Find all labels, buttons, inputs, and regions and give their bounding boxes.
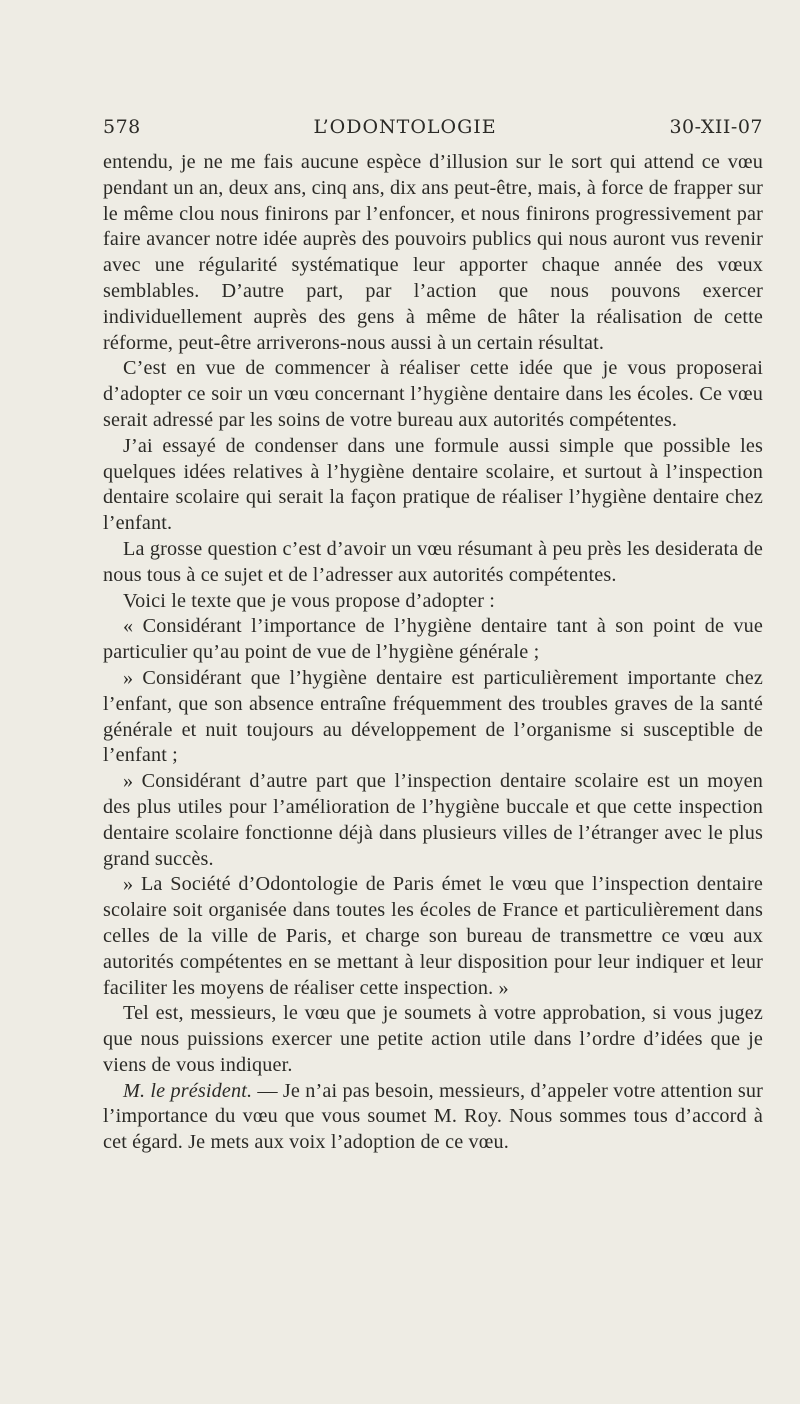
quoted-resolution-paragraph: » Considérant que l’hygiène dentaire est particulièrement importante chez l’enfant, que son absence entraîne fréquemment des troubles graves de la santé générale et nuit toujours au développement de l’organisme si susceptible de l’enfant ; bbox=[103, 666, 763, 767]
paragraph: Voici le texte que je vous propose d’adopter : bbox=[123, 589, 496, 612]
paragraph: Tel est, messieurs, le vœu que je soumets à votre approbation, si vous jugez que nous puissions exercer une petite action utile dans l’ordre d’idées que je viens de vous indiquer. bbox=[103, 1002, 763, 1076]
page-number: 578 bbox=[103, 116, 141, 138]
document-page bbox=[103, 116, 763, 1156]
speaker-name: M. le président. bbox=[123, 1079, 253, 1102]
paragraph: La grosse question c’est d’avoir un vœu résumant à peu près les desiderata de nous tous à ce sujet et de l’adresser aux autorités compétentes. bbox=[103, 537, 763, 586]
article-body bbox=[103, 150, 763, 1156]
paragraph: C’est en vue de commencer à réaliser cette idée que je vous proposerai d’adopter ce soir un vœu concernant l’hygiène dentaire dans les écoles. Ce vœu serait adressé par les soins de votre bureau aux autorités compétentes. bbox=[103, 357, 763, 431]
quoted-resolution-paragraph: » Considérant d’autre part que l’inspection dentaire scolaire est un moyen des plus utiles pour l’amélioration de l’hygiène buccale et que cette inspection dentaire scolaire fonctionne déjà dans plusieurs villes de l’étranger avec le plus grand succès. bbox=[103, 770, 763, 870]
paragraph: entendu, je ne me fais aucune espèce d’illusion sur le sort qui attend ce vœu pendant un an, deux ans, cinq ans, dix ans peut-être, mais, à force de frapper sur le même clou nous finirons par l’enfoncer, et nous finirons progressivement par faire avancer notre idée auprès des pouvoirs publics qui nous auront vus revenir avec une régularité systématique leur apporter chaque année des vœux semblables. D’autre part, par l’action que nous pouvons exercer individuellement auprès des gens à même de hâter la réalisation de cette réforme, peut-être arriverons-nous aussi à un certain résultat. bbox=[103, 151, 763, 354]
president-remarks: — Je n’ai pas besoin, messieurs, d’appeler votre attention sur l’importance du vœu que vous soumet M. Roy. Nous sommes tous d’accord à cet égard. Je mets aux voix l’adoption de ce vœu. bbox=[103, 1079, 764, 1154]
issue-date: 30-XII-07 bbox=[669, 116, 763, 138]
paragraph: J’ai essayé de condenser dans une formule aussi simple que possible les quelques idées relatives à l’hygiène dentaire scolaire, et surtout à l’inspection dentaire scolaire qui serait la façon pratique de réaliser l’hygiène dentaire chez l’enfant. bbox=[103, 434, 763, 535]
running-header bbox=[103, 116, 763, 150]
journal-title: L’ODONTOLOGIE bbox=[313, 116, 497, 138]
quoted-resolution-paragraph: » La Société d’Odontologie de Paris émet le vœu que l’inspection dentaire scolaire soit organisée dans toutes les écoles de France et particulièrement dans celles de la ville de Paris, et charge son bureau de transmettre ce vœu aux autorités compétentes en se mettant à leur disposition pour leur indiquer et leur faciliter les moyens de réaliser cette inspection. » bbox=[103, 873, 763, 999]
president-paragraph bbox=[103, 1079, 763, 1156]
quoted-resolution-paragraph: « Considérant l’importance de l’hygiène dentaire tant à son point de vue particulier qu’au point de vue de l’hygiène générale ; bbox=[103, 615, 763, 664]
